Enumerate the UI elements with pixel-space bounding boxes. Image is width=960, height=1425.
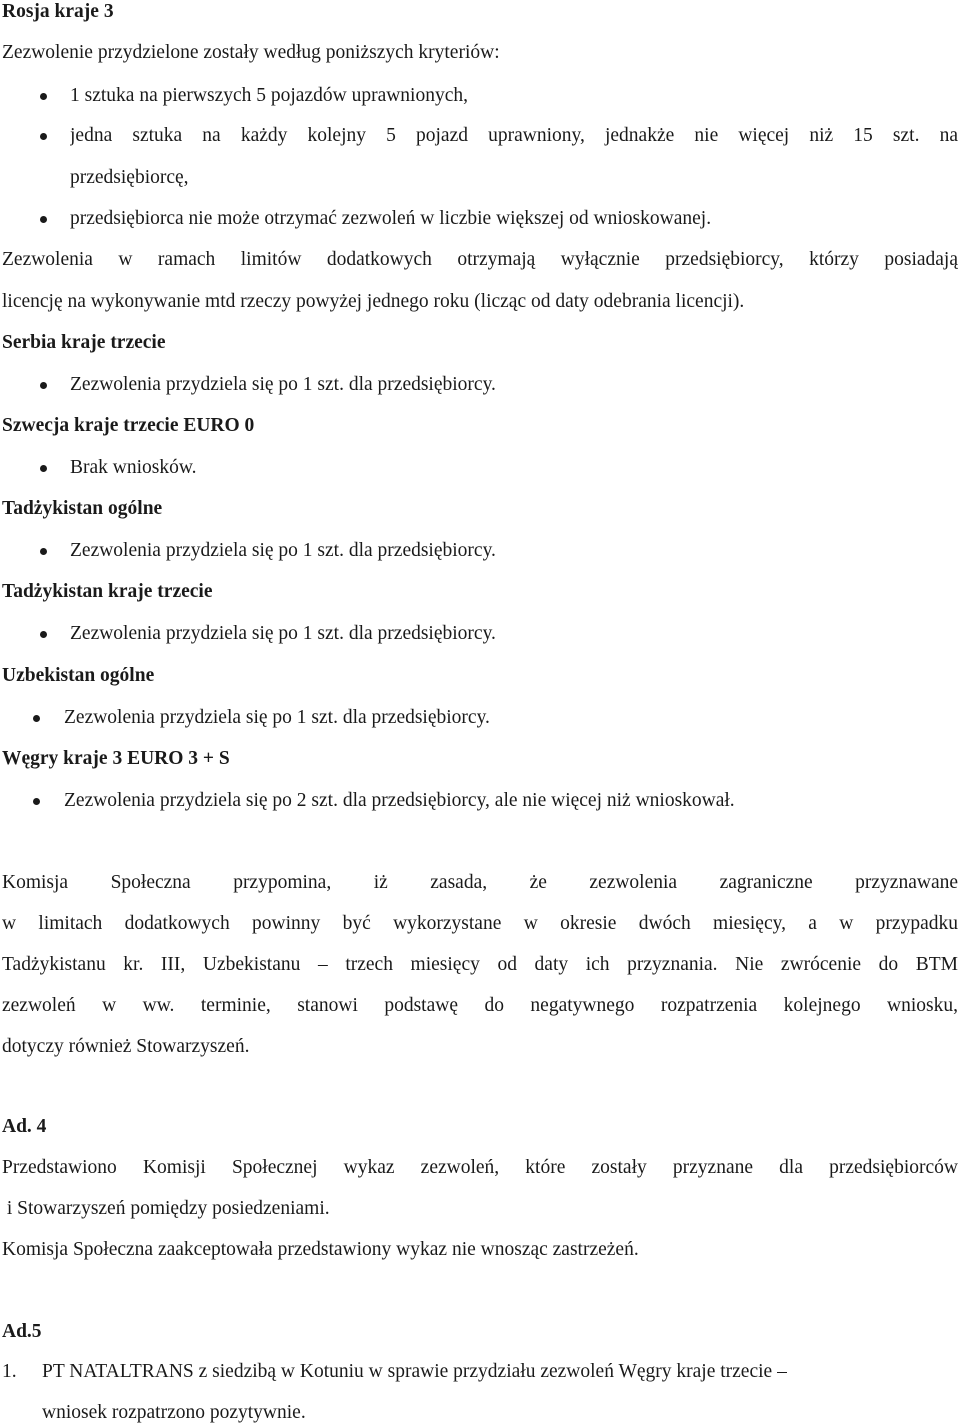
ad5-item-number: 1. <box>2 1361 17 1382</box>
section-heading-wegry: Węgry kraje 3 EURO 3 + S <box>2 748 230 769</box>
komisja-paragraph-line-3: Tadżykistanu kr. III, Uzbekistanu – trzech miesięcy od daty ich przyznania. Nie zwrócenie do BTM <box>2 954 958 975</box>
bullet-dot <box>40 93 47 100</box>
rosja-paragraph-line-1: Zezwolenia w ramach limitów dodatkowych otrzymają wyłącznie przedsiębiorcy, którzy posiadają <box>2 249 958 270</box>
bullet-dot <box>40 631 47 638</box>
rosja-bullet-3: przedsiębiorca nie może otrzymać zezwoleń w liczbie większej od wnioskowanej. <box>70 208 712 229</box>
bullet-dot <box>40 216 47 223</box>
rosja-paragraph-line-2: licencję na wykonywanie mtd rzeczy powyżej jednego roku (licząc od daty odebrania licencji). <box>2 291 745 312</box>
bullet-dot <box>40 465 47 472</box>
tadzykistan-ogolne-bullet-1: Zezwolenia przydziela się po 1 szt. dla przedsiębiorcy. <box>70 540 496 561</box>
section-heading-serbia: Serbia kraje trzecie <box>2 332 166 353</box>
section-heading-szwecja: Szwecja kraje trzecie EURO 0 <box>2 415 255 436</box>
rosja-bullet-2-line-1: jedna sztuka na każdy kolejny 5 pojazd uprawniony, jednakże nie więcej niż 15 szt. na <box>70 125 958 146</box>
komisja-paragraph-line-4: zezwoleń w ww. terminie, stanowi podstawę do negatywnego rozpatrzenia kolejnego wniosku, <box>2 995 958 1016</box>
komisja-paragraph-line-1: Komisja Społeczna przypomina, iż zasada, że zezwolenia zagraniczne przyznawane <box>2 872 958 893</box>
section-heading-ad4: Ad. 4 <box>2 1116 47 1137</box>
komisja-paragraph-line-5: dotyczy również Stowarzyszeń. <box>2 1036 250 1057</box>
ad5-item-1-line-1: PT NATALTRANS z siedzibą w Kotuniu w sprawie przydziału zezwoleń Węgry kraje trzecie – <box>42 1361 787 1382</box>
section-heading-uzbekistan: Uzbekistan ogólne <box>2 665 155 686</box>
ad4-paragraph-line-1: Przedstawiono Komisji Społecznej wykaz zezwoleń, które zostały przyznane dla przedsiębiorców <box>2 1157 958 1178</box>
bullet-dot <box>40 382 47 389</box>
rosja-bullet-2-line-2: przedsiębiorcę, <box>70 167 189 188</box>
section-heading-tadzykistan-trzecie: Tadżykistan kraje trzecie <box>2 581 213 602</box>
bullet-dot <box>33 715 40 722</box>
serbia-bullet-1: Zezwolenia przydziela się po 1 szt. dla przedsiębiorcy. <box>70 374 496 395</box>
ad4-paragraph-line-3: Komisja Społeczna zaakceptowała przedstawiony wykaz nie wnosząc zastrzeżeń. <box>2 1239 639 1260</box>
bullet-dot <box>33 798 40 805</box>
rosja-bullet-1: 1 sztuka na pierwszych 5 pojazdów uprawnionych, <box>70 85 469 106</box>
uzbekistan-bullet-1: Zezwolenia przydziela się po 1 szt. dla przedsiębiorcy. <box>64 707 490 728</box>
section-heading-ad5: Ad.5 <box>2 1321 42 1342</box>
wegry-bullet-1: Zezwolenia przydziela się po 2 szt. dla przedsiębiorcy, ale nie więcej niż wnioskował. <box>64 790 735 811</box>
rosja-intro: Zezwolenie przydzielone zostały według poniższych kryteriów: <box>2 42 500 63</box>
tadzykistan-trzecie-bullet-1: Zezwolenia przydziela się po 1 szt. dla przedsiębiorcy. <box>70 623 496 644</box>
section-heading-tadzykistan-ogolne: Tadżykistan ogólne <box>2 498 163 519</box>
ad5-item-1-line-2: wniosek rozpatrzono pozytywnie. <box>42 1402 306 1423</box>
ad4-paragraph-line-2: i Stowarzyszeń pomiędzy posiedzeniami. <box>2 1198 330 1219</box>
bullet-dot <box>40 548 47 555</box>
section-heading-rosja: Rosja kraje 3 <box>2 1 114 22</box>
bullet-dot <box>40 133 47 140</box>
komisja-paragraph-line-2: w limitach dodatkowych powinny być wykorzystane w okresie dwóch miesięcy, a w przypadku <box>2 913 958 934</box>
szwecja-bullet-1: Brak wniosków. <box>70 457 197 478</box>
